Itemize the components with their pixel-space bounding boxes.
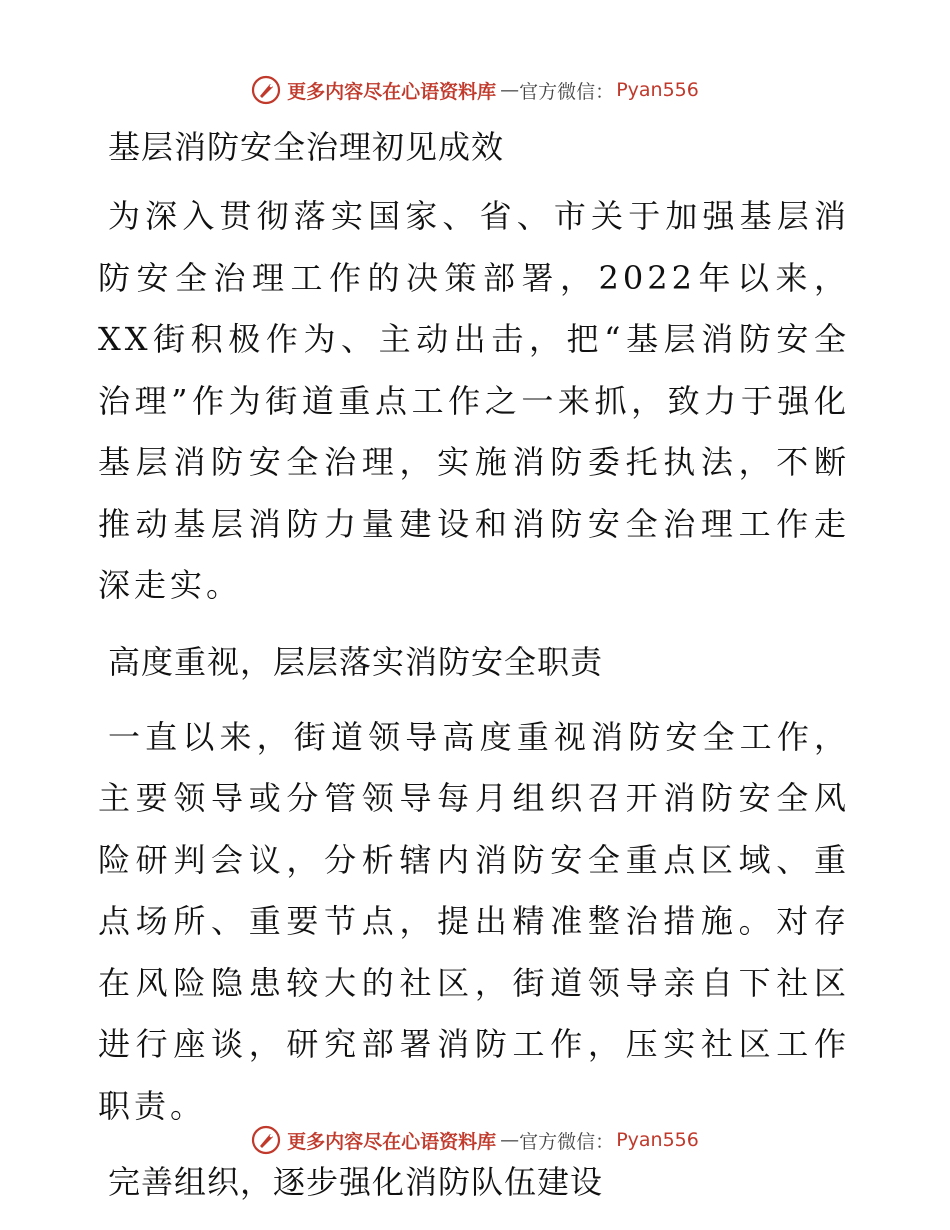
section-heading-1: 高度重视，层层落实消防安全职责 bbox=[108, 642, 604, 681]
header-watermark bbox=[0, 70, 950, 110]
spacer bbox=[98, 172, 850, 186]
footer-watermark bbox=[0, 1120, 950, 1160]
watermark-label: 官方微信： bbox=[519, 1130, 615, 1153]
watermark-separator: — bbox=[500, 1129, 520, 1151]
watermark-main-text: 更多内容尽在心语资料库 bbox=[287, 1130, 497, 1153]
spacer bbox=[98, 687, 850, 707]
spacer bbox=[98, 617, 850, 637]
pen-nib-logo-icon bbox=[251, 1125, 281, 1155]
watermark-wechat-id: Pyan556 bbox=[616, 79, 699, 101]
section-paragraph-1: 一直以来，街道领导高度重视消防安全工作，主要领导或分管领导每月组织召开消防安全风险研判会议，分析辖内消防安全重点区域、重点场所、重要节点，提出精准整治措施。对存在风险隐患较大的社区，街道领导亲自下社区进行座谈，研究部署消防工作，压实社区工作职责。 bbox=[98, 717, 850, 1125]
document-body bbox=[98, 122, 850, 1207]
pen-nib-logo-icon bbox=[251, 75, 281, 105]
watermark-wechat-id: Pyan556 bbox=[616, 1129, 699, 1151]
document-title: 基层消防安全治理初见成效 bbox=[108, 128, 505, 166]
watermark-separator: — bbox=[500, 79, 520, 101]
section-heading-2: 完善组织，逐步强化消防队伍建设 bbox=[108, 1163, 604, 1201]
watermark-main-text: 更多内容尽在心语资料库 bbox=[287, 80, 497, 103]
watermark-label: 官方微信： bbox=[519, 80, 615, 103]
intro-paragraph: 为深入贯彻落实国家、省、市关于加强基层消防安全治理工作的决策部署，2022年以来，XX街积极作为、主动出击，把“基层消防安全治理”作为街道重点工作之一来抓，致力于强化基层消防安全治理，实施消防委托执法，不断推动基层消防力量建设和消防安全治理工作走深走实。 bbox=[98, 197, 850, 604]
